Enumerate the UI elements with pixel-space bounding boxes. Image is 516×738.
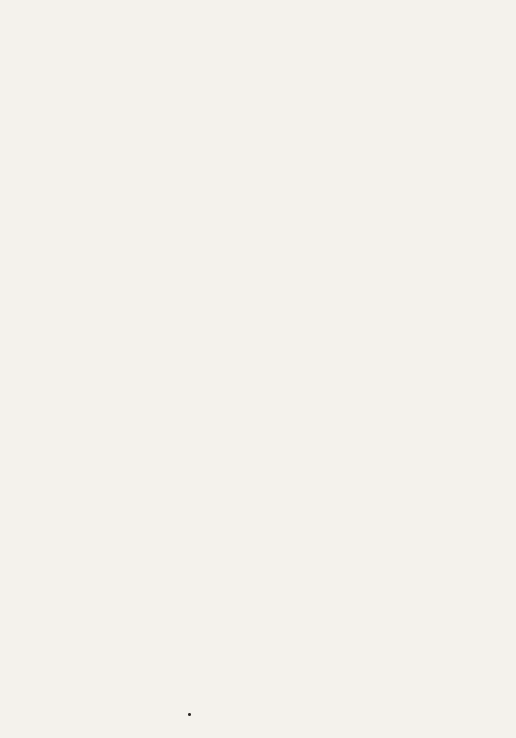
ink-speck bbox=[188, 713, 191, 716]
